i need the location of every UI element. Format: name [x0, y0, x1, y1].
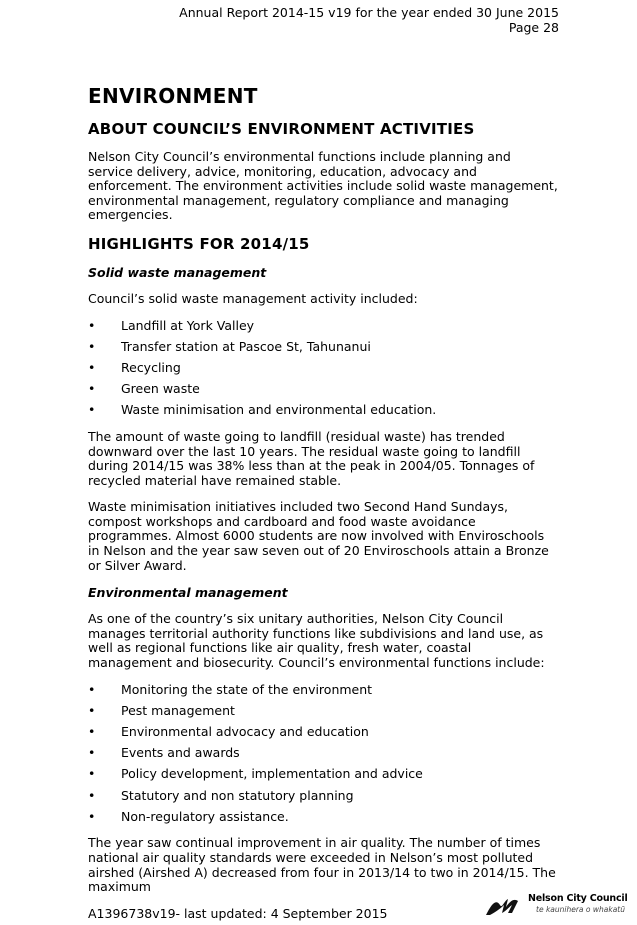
solid-waste-intro: Council’s solid waste management activity included: — [88, 290, 418, 306]
bullet-icon: • — [88, 787, 96, 803]
bullet-icon: • — [88, 702, 96, 718]
section-heading-highlights: HIGHLIGHTS FOR 2014/15 — [88, 234, 310, 253]
bullet-icon: • — [88, 766, 96, 782]
page-number: Page 28 — [508, 20, 559, 35]
env-functions-list — [88, 683, 558, 825]
list-item: • Events and awards — [88, 745, 240, 761]
bullet-icon: • — [88, 317, 96, 333]
air-quality-paragraph: The year saw continual improvement in air quality. The number of times national air quality standards were exceeded in Nelson’s most polluted airshed (Airshed A) decreased from four in 2013/14 to two in 2014/15. The maximum — [88, 835, 556, 895]
subheading-solid-waste: Solid waste management — [88, 264, 267, 280]
list-item: • Environmental advocacy and education — [88, 724, 369, 739]
list-item: • Green waste — [88, 381, 200, 397]
env-management-intro: As one of the country’s six unitary authorities, Nelson City Council manages territorial authority functions like subdivisions and land use, as well as regional functions like air quality, fresh water, coastal management and biosecurity. Council’s environmental functions include: — [88, 611, 545, 671]
bullet-icon: • — [88, 381, 96, 397]
bullet-icon: • — [88, 808, 96, 824]
list-item: • Policy development, implementation and advice — [88, 766, 423, 782]
list-item: • Recycling — [88, 359, 181, 375]
subheading-env-management: Environmental management — [88, 585, 288, 601]
logo-name: Nelson City Council — [528, 893, 628, 904]
waste-minimisation-paragraph: Waste minimisation initiatives included two Second Hand Sundays, compost workshops and cardboard and food waste avoidance programmes. Almost 6000 students are now involved with Enviroschools in Nelson and the year saw seven out of 20 Enviroschools attain a Bronze or Silver Award. — [88, 499, 549, 573]
bullet-icon: • — [88, 745, 96, 761]
council-logo — [484, 893, 628, 921]
list-item: • Pest management — [88, 702, 235, 718]
list-item: • Monitoring the state of the environment — [88, 681, 373, 697]
bullet-icon: • — [88, 402, 96, 418]
council-logo-icon — [484, 895, 526, 917]
page-title: ENVIRONMENT — [88, 84, 258, 108]
list-item: • Non-regulatory assistance. — [88, 808, 289, 824]
bullet-icon: • — [88, 681, 96, 697]
bullet-icon: • — [88, 724, 96, 739]
section-heading-about: ABOUT COUNCIL’S ENVIRONMENT ACTIVITIES — [88, 120, 475, 138]
document-id: A1396738v19- last updated: 4 September 2015 — [88, 906, 388, 921]
list-item: • Transfer station at Pascoe St, Tahunanui — [88, 338, 371, 354]
about-paragraph: Nelson City Council’s environmental functions include planning and service delivery, advice, monitoring, education, advocacy and enforcement. The environment activities include solid waste management, environmental management, regulatory compliance and managing emergencies. — [88, 149, 558, 223]
bullet-icon: • — [88, 338, 96, 354]
residual-waste-paragraph: The amount of waste going to landfill (residual waste) has trended downward over the last 10 years. The residual waste going to landfill during 2014/15 was 38% less than at the peak in 2004/05. Tonnages of recycled material have remained stable. — [88, 428, 535, 488]
report-title: Annual Report 2014-15 v19 for the year ended 30 June 2015 — [179, 5, 559, 20]
main-content — [88, 84, 558, 907]
logo-tagline: te kaunihera o whakatū — [536, 905, 625, 914]
list-item: • Waste minimisation and environmental education. — [88, 402, 437, 418]
solid-waste-list — [88, 319, 558, 418]
list-item: • Statutory and non statutory planning — [88, 787, 354, 803]
list-item: • Landfill at York Valley — [88, 317, 255, 333]
bullet-icon: • — [88, 359, 96, 375]
page-header — [179, 5, 559, 35]
